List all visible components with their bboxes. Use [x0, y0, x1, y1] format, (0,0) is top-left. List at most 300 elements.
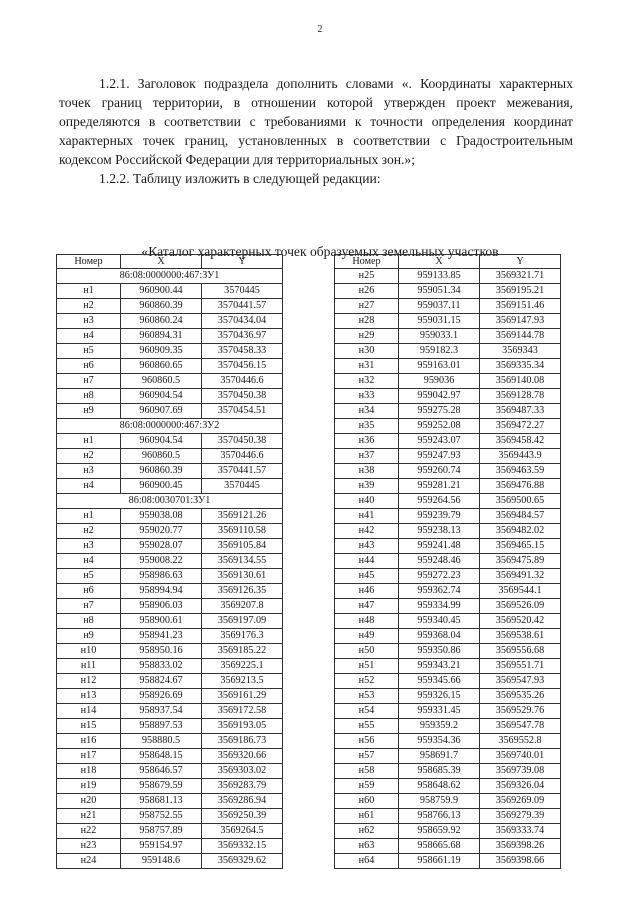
table-row: [335, 734, 561, 749]
paragraph-1-2-1: 1.2.1. Заголовок подраздела дополнить словами «. Координаты характерных точек границ территории, в отношении которой утвержден проект межевания, определяются в соответствии с требованиями к точности определения координат характерных точек границ, установленных в соответствии с Градостроительным кодексом Российской Федерации для территориальных зон.»;: [59, 76, 573, 167]
coord-x: 958691.7: [399, 749, 480, 764]
coord-x: 960900.44: [121, 284, 202, 299]
coord-y: 3569320.66: [202, 749, 283, 764]
coord-x: 958752.55: [121, 809, 202, 824]
coord-x: 959008.22: [121, 554, 202, 569]
coord-x: 958906.03: [121, 599, 202, 614]
coord-x: 960860.5: [121, 374, 202, 389]
coord-x: 959020.77: [121, 524, 202, 539]
parcel-id: 86:08:0030701:ЗУ1: [57, 494, 283, 509]
coord-y: 3570441.57: [202, 464, 283, 479]
point-number: н22: [57, 824, 121, 839]
point-number: н60: [335, 794, 399, 809]
coord-x: 958659.92: [399, 824, 480, 839]
table-row: [335, 389, 561, 404]
catalog-title: «Каталог характерных точек образуемых земельных участков: [141, 244, 499, 259]
coord-x: 960860.39: [121, 299, 202, 314]
table-row: [335, 299, 561, 314]
table-row: [335, 554, 561, 569]
table-row: [335, 854, 561, 869]
coord-x: 958646.57: [121, 764, 202, 779]
coord-x: 959350.86: [399, 644, 480, 659]
table-row: [335, 629, 561, 644]
coord-y: 3570454.51: [202, 404, 283, 419]
table-row: [57, 509, 283, 524]
table-row: [57, 524, 283, 539]
table-row: [57, 584, 283, 599]
table-row: [57, 629, 283, 644]
coord-y: 3569110.58: [202, 524, 283, 539]
coord-y: 3569398.26: [480, 839, 561, 854]
coord-y: 3569556.68: [480, 644, 561, 659]
coord-x: 959037.11: [399, 299, 480, 314]
table-row: [57, 389, 283, 404]
coord-x: 958766.13: [399, 809, 480, 824]
table-row: [57, 599, 283, 614]
table-row: [57, 719, 283, 734]
header-number: Номер: [335, 255, 399, 269]
coord-x: 958824.67: [121, 674, 202, 689]
point-number: н35: [335, 419, 399, 434]
point-number: н9: [57, 629, 121, 644]
coord-x: 959182.3: [399, 344, 480, 359]
coord-y: 3569172.58: [202, 704, 283, 719]
coord-x: 959281.21: [399, 479, 480, 494]
coord-x: 959354.36: [399, 734, 480, 749]
table-row: [335, 749, 561, 764]
table-row: [57, 779, 283, 794]
coord-x: 958757.89: [121, 824, 202, 839]
coord-y: 3569185.22: [202, 644, 283, 659]
point-number: н21: [57, 809, 121, 824]
coord-y: 3569465.15: [480, 539, 561, 554]
point-number: н5: [57, 344, 121, 359]
coord-x: 959272.23: [399, 569, 480, 584]
coord-y: 3569332.15: [202, 839, 283, 854]
table-row: [57, 314, 283, 329]
table-row: [335, 779, 561, 794]
coord-y: 3569161.29: [202, 689, 283, 704]
coord-x: 959247.93: [399, 449, 480, 464]
point-number: н2: [57, 524, 121, 539]
point-number: н54: [335, 704, 399, 719]
coord-y: 3570445: [202, 284, 283, 299]
table-row: [335, 764, 561, 779]
coord-y: 3569491.32: [480, 569, 561, 584]
table-row: [335, 839, 561, 854]
point-number: н4: [57, 554, 121, 569]
point-number: н40: [335, 494, 399, 509]
coord-x: 960904.54: [121, 434, 202, 449]
coord-x: 959334.99: [399, 599, 480, 614]
header-y: Y: [480, 255, 561, 269]
point-number: н50: [335, 644, 399, 659]
point-number: н16: [57, 734, 121, 749]
coord-x: 958648.15: [121, 749, 202, 764]
coord-y: 3569458.42: [480, 434, 561, 449]
table-row: [57, 689, 283, 704]
table-row: [335, 449, 561, 464]
table-row: [335, 404, 561, 419]
coord-x: 960860.24: [121, 314, 202, 329]
coord-x: 958926.69: [121, 689, 202, 704]
point-number: н49: [335, 629, 399, 644]
point-number: н8: [57, 614, 121, 629]
table-row: [57, 674, 283, 689]
point-number: н39: [335, 479, 399, 494]
coord-y: 3569335.34: [480, 359, 561, 374]
coord-y: 3570434.04: [202, 314, 283, 329]
table-row: [335, 569, 561, 584]
table-row: [335, 314, 561, 329]
coord-x: 960900.45: [121, 479, 202, 494]
table-row: [335, 419, 561, 434]
table-row: [57, 824, 283, 839]
coord-x: 959359.2: [399, 719, 480, 734]
coord-x: 959241.48: [399, 539, 480, 554]
coord-x: 960909.35: [121, 344, 202, 359]
table-row: [57, 374, 283, 389]
table-row: [57, 299, 283, 314]
point-number: н38: [335, 464, 399, 479]
coord-x: 959368.04: [399, 629, 480, 644]
point-number: н28: [335, 314, 399, 329]
point-number: н7: [57, 599, 121, 614]
coord-y: 3569269.09: [480, 794, 561, 809]
table-row: [57, 764, 283, 779]
coord-x: 959260.74: [399, 464, 480, 479]
coord-y: 3569740.01: [480, 749, 561, 764]
coord-x: 958665.68: [399, 839, 480, 854]
coord-y: 3570445: [202, 479, 283, 494]
point-number: н63: [335, 839, 399, 854]
table-row: [335, 524, 561, 539]
table-row: [335, 599, 561, 614]
coord-y: 3569105.84: [202, 539, 283, 554]
point-number: н9: [57, 404, 121, 419]
coord-x: 958986.63: [121, 569, 202, 584]
coord-x: 958900.61: [121, 614, 202, 629]
coord-y: 3569213.5: [202, 674, 283, 689]
point-number: н19: [57, 779, 121, 794]
point-number: н51: [335, 659, 399, 674]
coord-x: 958648.62: [399, 779, 480, 794]
parcel-group-row: [57, 269, 283, 284]
coord-x: 959340.45: [399, 614, 480, 629]
coord-x: 960860.65: [121, 359, 202, 374]
coord-y: 3569739.08: [480, 764, 561, 779]
point-number: н44: [335, 554, 399, 569]
point-number: н47: [335, 599, 399, 614]
parcel-id: 86:08:0000000:467:ЗУ2: [57, 419, 283, 434]
coord-y: 3569250.39: [202, 809, 283, 824]
coord-y: 3569151.46: [480, 299, 561, 314]
table-row: [57, 434, 283, 449]
table-row: [335, 794, 561, 809]
table-row: [335, 329, 561, 344]
table-row: [335, 614, 561, 629]
coord-x: 959362.74: [399, 584, 480, 599]
coord-y: 3570436.97: [202, 329, 283, 344]
point-number: н53: [335, 689, 399, 704]
coord-x: 959239.79: [399, 509, 480, 524]
coord-y: 3569321.71: [480, 269, 561, 284]
table-row: [335, 659, 561, 674]
table-row: [335, 719, 561, 734]
point-number: н61: [335, 809, 399, 824]
coord-x: 959028.07: [121, 539, 202, 554]
point-number: н17: [57, 749, 121, 764]
point-number: н34: [335, 404, 399, 419]
point-number: н12: [57, 674, 121, 689]
point-number: н33: [335, 389, 399, 404]
coord-x: 958897.53: [121, 719, 202, 734]
coord-x: 958685.39: [399, 764, 480, 779]
table-row: [335, 359, 561, 374]
table-row: [335, 809, 561, 824]
point-number: н15: [57, 719, 121, 734]
point-number: н3: [57, 314, 121, 329]
point-number: н3: [57, 464, 121, 479]
coord-x: 959326.15: [399, 689, 480, 704]
coord-y: 3569529.76: [480, 704, 561, 719]
point-number: н14: [57, 704, 121, 719]
table-row: [57, 464, 283, 479]
point-number: н45: [335, 569, 399, 584]
table-header-row: [335, 255, 561, 269]
coord-y: 3569551.71: [480, 659, 561, 674]
point-number: н64: [335, 854, 399, 869]
coord-x: 958880.5: [121, 734, 202, 749]
table-row: [57, 614, 283, 629]
coordinates-table-left: [56, 254, 283, 869]
coord-y: 3570450.38: [202, 389, 283, 404]
coord-x: 958833.02: [121, 659, 202, 674]
coord-y: 3569195.21: [480, 284, 561, 299]
coord-x: 959148.6: [121, 854, 202, 869]
coord-y: 3569487.33: [480, 404, 561, 419]
coord-y: 3569130.61: [202, 569, 283, 584]
coord-x: 960904.54: [121, 389, 202, 404]
point-number: н11: [57, 659, 121, 674]
coord-y: 3569526.09: [480, 599, 561, 614]
table-row: [335, 344, 561, 359]
point-number: н18: [57, 764, 121, 779]
coord-y: 3569193.05: [202, 719, 283, 734]
point-number: н10: [57, 644, 121, 659]
coord-x: 958661.19: [399, 854, 480, 869]
coord-y: 3569329.62: [202, 854, 283, 869]
point-number: н41: [335, 509, 399, 524]
point-number: н31: [335, 359, 399, 374]
coord-x: 959051.34: [399, 284, 480, 299]
table-row: [335, 584, 561, 599]
point-number: н36: [335, 434, 399, 449]
body-text: [59, 74, 573, 188]
point-number: н4: [57, 479, 121, 494]
point-number: н37: [335, 449, 399, 464]
coord-x: 958759.9: [399, 794, 480, 809]
table-row: [335, 479, 561, 494]
coord-x: 959154.97: [121, 839, 202, 854]
coord-y: 3569443.9: [480, 449, 561, 464]
point-number: н23: [57, 839, 121, 854]
coord-y: 3569535.26: [480, 689, 561, 704]
coord-y: 3569333.74: [480, 824, 561, 839]
coord-x: 959343.21: [399, 659, 480, 674]
coord-x: 959042.97: [399, 389, 480, 404]
coord-y: 3569547.93: [480, 674, 561, 689]
coord-y: 3569197.09: [202, 614, 283, 629]
coord-y: 3569326.04: [480, 779, 561, 794]
table-row: [57, 839, 283, 854]
point-number: н2: [57, 299, 121, 314]
coord-y: 3569286.94: [202, 794, 283, 809]
coord-x: 959264.56: [399, 494, 480, 509]
point-number: н1: [57, 509, 121, 524]
coord-y: 3569538.61: [480, 629, 561, 644]
table-row: [335, 284, 561, 299]
header-y: Y: [202, 255, 283, 269]
coord-y: 3569176.3: [202, 629, 283, 644]
point-number: н27: [335, 299, 399, 314]
table-row: [335, 464, 561, 479]
coord-x: 958681.13: [121, 794, 202, 809]
point-number: н46: [335, 584, 399, 599]
table-row: [335, 269, 561, 284]
coord-y: 3569207.8: [202, 599, 283, 614]
coordinates-table-right: [334, 254, 561, 869]
coord-y: 3569472.27: [480, 419, 561, 434]
point-number: н6: [57, 359, 121, 374]
table-row: [57, 704, 283, 719]
coord-y: 3570456.15: [202, 359, 283, 374]
coord-x: 958950.16: [121, 644, 202, 659]
parcel-group-row: [57, 494, 283, 509]
coord-x: 958941.23: [121, 629, 202, 644]
coord-y: 3569264.5: [202, 824, 283, 839]
coord-y: 3569463.59: [480, 464, 561, 479]
point-number: н56: [335, 734, 399, 749]
coord-x: 959133.85: [399, 269, 480, 284]
coord-y: 3569520.42: [480, 614, 561, 629]
coord-y: 3569482.02: [480, 524, 561, 539]
coord-y: 3569279.39: [480, 809, 561, 824]
table-row: [57, 344, 283, 359]
table-row: [57, 854, 283, 869]
coord-y: 3570450.38: [202, 434, 283, 449]
coord-x: 959248.46: [399, 554, 480, 569]
point-number: н57: [335, 749, 399, 764]
coord-y: 3570446.6: [202, 374, 283, 389]
coord-y: 3569343: [480, 344, 561, 359]
point-number: н59: [335, 779, 399, 794]
point-number: н5: [57, 569, 121, 584]
coord-x: 958679.59: [121, 779, 202, 794]
parcel-id: 86:08:0000000:467:ЗУ1: [57, 269, 283, 284]
coord-x: 959036: [399, 374, 480, 389]
point-number: н8: [57, 389, 121, 404]
coord-y: 3569147.93: [480, 314, 561, 329]
header-x: X: [121, 255, 202, 269]
point-number: н4: [57, 329, 121, 344]
coord-x: 959331.45: [399, 704, 480, 719]
coord-x: 959238.13: [399, 524, 480, 539]
coord-x: 959033.1: [399, 329, 480, 344]
coord-y: 3569547.78: [480, 719, 561, 734]
coord-y: 3569484.57: [480, 509, 561, 524]
coord-y: 3569121.26: [202, 509, 283, 524]
table-row: [335, 434, 561, 449]
table-row: [335, 539, 561, 554]
parcel-group-row: [57, 419, 283, 434]
point-number: н25: [335, 269, 399, 284]
coord-y: 3569552.8: [480, 734, 561, 749]
point-number: н1: [57, 284, 121, 299]
coord-x: 960894.31: [121, 329, 202, 344]
coord-y: 3570441.57: [202, 299, 283, 314]
table-row: [335, 704, 561, 719]
header-number: Номер: [57, 255, 121, 269]
coord-x: 959252.08: [399, 419, 480, 434]
table-row: [57, 359, 283, 374]
point-number: н62: [335, 824, 399, 839]
coord-y: 3569225.1: [202, 659, 283, 674]
coord-y: 3569134.55: [202, 554, 283, 569]
point-number: н43: [335, 539, 399, 554]
point-number: н1: [57, 434, 121, 449]
point-number: н55: [335, 719, 399, 734]
point-number: н3: [57, 539, 121, 554]
table-header-row: [57, 255, 283, 269]
coord-y: 3570446.6: [202, 449, 283, 464]
table-row: [335, 374, 561, 389]
point-number: н26: [335, 284, 399, 299]
coord-y: 3569140.08: [480, 374, 561, 389]
header-x: X: [399, 255, 480, 269]
point-number: н52: [335, 674, 399, 689]
table-row: [57, 569, 283, 584]
paragraph-1-2-2: 1.2.2. Таблицу изложить в следующей редакции:: [99, 171, 381, 186]
coord-y: 3569126.35: [202, 584, 283, 599]
table-row: [335, 689, 561, 704]
table-row: [57, 449, 283, 464]
table-row: [57, 734, 283, 749]
coord-x: 960907.69: [121, 404, 202, 419]
coord-x: 959038.08: [121, 509, 202, 524]
point-number: н7: [57, 374, 121, 389]
table-row: [335, 494, 561, 509]
coord-x: 959243.07: [399, 434, 480, 449]
coord-y: 3569128.78: [480, 389, 561, 404]
coord-y: 3569144.78: [480, 329, 561, 344]
coord-y: 3569398.66: [480, 854, 561, 869]
table-row: [335, 824, 561, 839]
table-row: [57, 329, 283, 344]
coord-x: 960860.39: [121, 464, 202, 479]
table-row: [57, 749, 283, 764]
point-number: н2: [57, 449, 121, 464]
coord-y: 3570458.33: [202, 344, 283, 359]
coord-y: 3569500.65: [480, 494, 561, 509]
point-number: н13: [57, 689, 121, 704]
coord-x: 959163.01: [399, 359, 480, 374]
point-number: н24: [57, 854, 121, 869]
point-number: н20: [57, 794, 121, 809]
point-number: н42: [335, 524, 399, 539]
point-number: н6: [57, 584, 121, 599]
table-row: [57, 644, 283, 659]
